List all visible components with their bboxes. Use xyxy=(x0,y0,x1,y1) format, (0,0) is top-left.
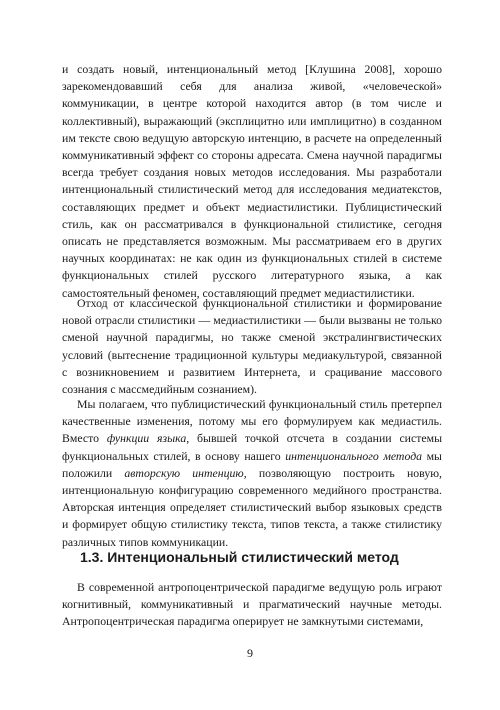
paragraph-3-text-1: Мы полагаем, что публицистический функциональный стиль претерпел качественные изменения, потому мы его формулируем как медиастиль. Вместо xyxy=(62,397,442,446)
term-author-intention: авторскую интенцию xyxy=(124,465,244,480)
paragraph-4: В современной антропоцентрической парадигме ведущую роль играют когнитивный, коммуникативный и прагматический научные методы. Антропоцентрическая парадигма оперирует не замкнутыми системами, xyxy=(62,580,442,629)
paragraph-2: Отход от классической функциональной стилистики и формирование новой отрасли стилистики — медиастилистики — были вызваны не только сменой научной парадигмы, но также сменой экстралингвистических условий (вытеснение традиционной культуры медиакультурой, связанной с возникновением и развитием Интернета, и срацивание массового сознания с массмедийным сознанием). xyxy=(62,296,442,397)
paragraph-3-text-4: , позволяющую построить новую, интенциональную конфигурацию современного медийного пространства. Авторская интенция определяет стилистический выбор языковых средств и формирует общую стилистику текста, типов текста, а также стилистику различных типов коммуникации. xyxy=(62,465,442,549)
paragraph-3-text-2: , бывшей точкой отсчета в создании системы функциональных стилей, в основу нашего xyxy=(62,431,443,463)
section-heading: 1.3. Интенциональный стилистический метод xyxy=(80,549,399,565)
paragraph-continuation xyxy=(62,61,442,302)
paragraph-3 xyxy=(62,396,442,551)
paragraph-1: и создать новый, интенциональный метод [Клушина 2008], хорошо зарекомендовавший себя для анализа живой, «человеческой» коммуникации, в центре которой находится автор (в том числе и коллективный), выражающий (эксплицитно или имплицитно) в созданном им тексте свою ведущую авторскую интенцию, в расчете на определенный коммуникативный эффект со стороны адресата. Смена научной парадигмы всегда требует создания новых методов исследования. Мы разработали интенциональный стилистический метод для исследования медиатекстов, составляющих предмет и объект медиастилистики. Публицистический стиль, как он рассматривался в функциональной стилистике, сегодня описать не представляется возможным. Мы рассматриваем его в других научных координатах: не как один из функциональных стилей в системе функциональных стилей русского литературного языка, а как самостоятельный феномен, составляющий предмет медиастилистики. xyxy=(62,62,442,300)
term-intentional-method: интенционального метода xyxy=(285,448,423,463)
paragraph-block-2 xyxy=(62,295,442,398)
paragraph-block-4 xyxy=(62,579,442,631)
paragraph-block-3 xyxy=(62,396,442,551)
paragraph-3-text-3: мы положили xyxy=(62,448,442,480)
term-language-function: функции языка xyxy=(106,431,187,446)
page-number: 9 xyxy=(247,646,253,660)
